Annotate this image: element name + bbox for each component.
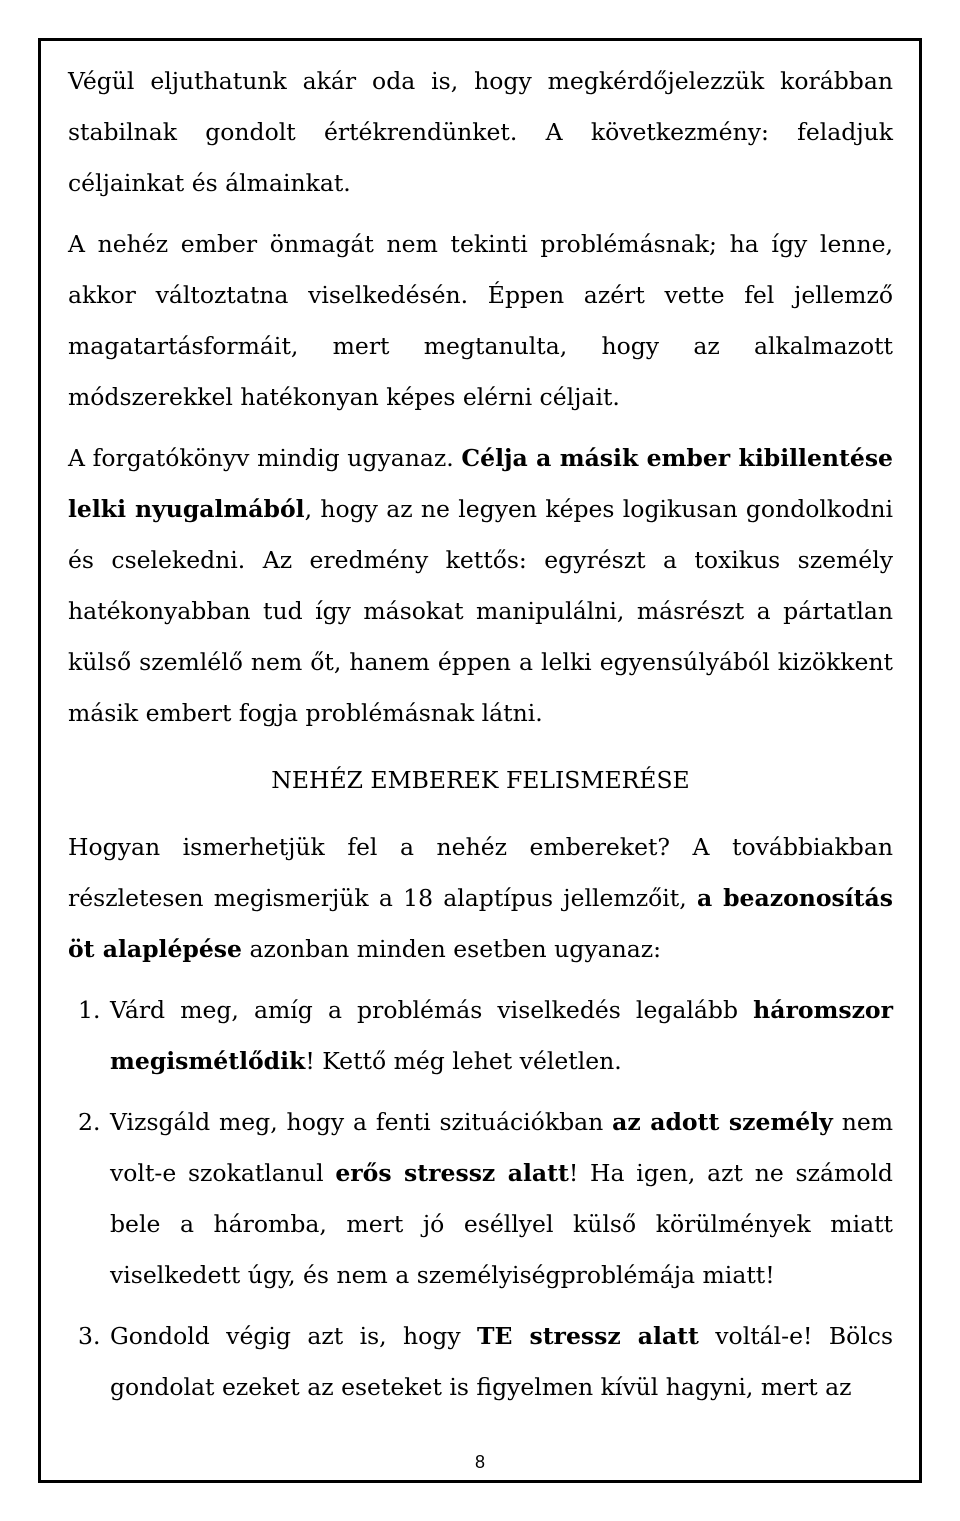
paragraph-1: Végül eljuthatunk akár oda is, hogy megkérdőjelezzük korábban stabilnak gondolt értékrendünket. A következmény: feladjuk céljainkat és álmainkat. — [68, 67, 893, 197]
page-number: 8 — [474, 1452, 485, 1472]
paragraph-2: A nehéz ember önmagát nem tekinti problémásnak; ha így lenne, akkor változtatna viselkedésén. Éppen azért vette fel jellemző magatartásformáit, mert megtanulta, hogy az alkalmazott módszerekkel hatékonyan képes elérni céljait. — [68, 230, 893, 411]
paragraph-3-bold: Célja a másik ember kibillentése lelki nyugalmából — [68, 444, 894, 523]
intro-paragraph — [68, 822, 893, 975]
list-item-text: Gondold végig azt is, hogy — [110, 1322, 477, 1350]
intro-end: azonban minden esetben ugyanaz: — [241, 935, 662, 963]
list-item-text: nem volt-e szokatlanul — [110, 1108, 894, 1187]
intro-bold: a beazonosítás öt alaplépése — [68, 884, 893, 963]
list-item-text: ! Kettő még lehet véletlen. — [305, 1047, 622, 1075]
list-item — [68, 985, 893, 1087]
list-item-bold: az adott személy — [612, 1108, 833, 1136]
steps-list — [68, 985, 893, 1413]
list-item-bold: TE stressz alatt — [476, 1322, 699, 1350]
list-item-text: voltál-e! Bölcs gondolat ezeket az eseteket is figyelmen kívül hagyni, mert az — [110, 1322, 894, 1401]
list-item — [68, 1311, 893, 1413]
list-item-number: 2. — [78, 1108, 101, 1136]
section-heading: NEHÉZ EMBEREK FELISMERÉSE — [271, 766, 690, 794]
list-item-text: Vizsgáld meg, hogy a fenti szituációkban — [110, 1108, 613, 1136]
paragraph-3-start: A forgatókönyv mindig ugyanaz. — [68, 444, 462, 472]
page-content — [68, 56, 893, 1413]
list-item-number: 3. — [78, 1322, 101, 1350]
paragraph-3-end: , hogy az ne legyen képes logikusan gondolkodni és cselekedni. Az eredmény kettős: egyrészt a toxikus személy hatékonyabban tud így másokat manipulálni, másrészt a pártatlan külső szemlélő nem őt, hanem éppen a lelki egyensúlyából kizökkent másik embert fogja problémásnak látni. — [68, 495, 893, 727]
list-item — [68, 1097, 893, 1301]
list-item-bold: erős stressz alatt — [335, 1159, 569, 1187]
intro-start: Hogyan ismerhetjük fel a nehéz embereket? A továbbiakban részletesen megismerjük a 18 alaptípus jellemzőit, — [68, 833, 893, 912]
list-item-number: 1. — [78, 996, 101, 1024]
list-item-bold: háromszor megismétlődik — [110, 996, 893, 1075]
list-item-text: Várd meg, amíg a problémás viselkedés legalább — [110, 996, 754, 1024]
paragraph-3 — [68, 433, 893, 739]
list-item-text: ! Ha igen, azt ne számold bele a háromba, mert jó eséllyel külső körülmények miatt viselkedett úgy, és nem a személyiségproblémája miatt! — [110, 1159, 893, 1289]
